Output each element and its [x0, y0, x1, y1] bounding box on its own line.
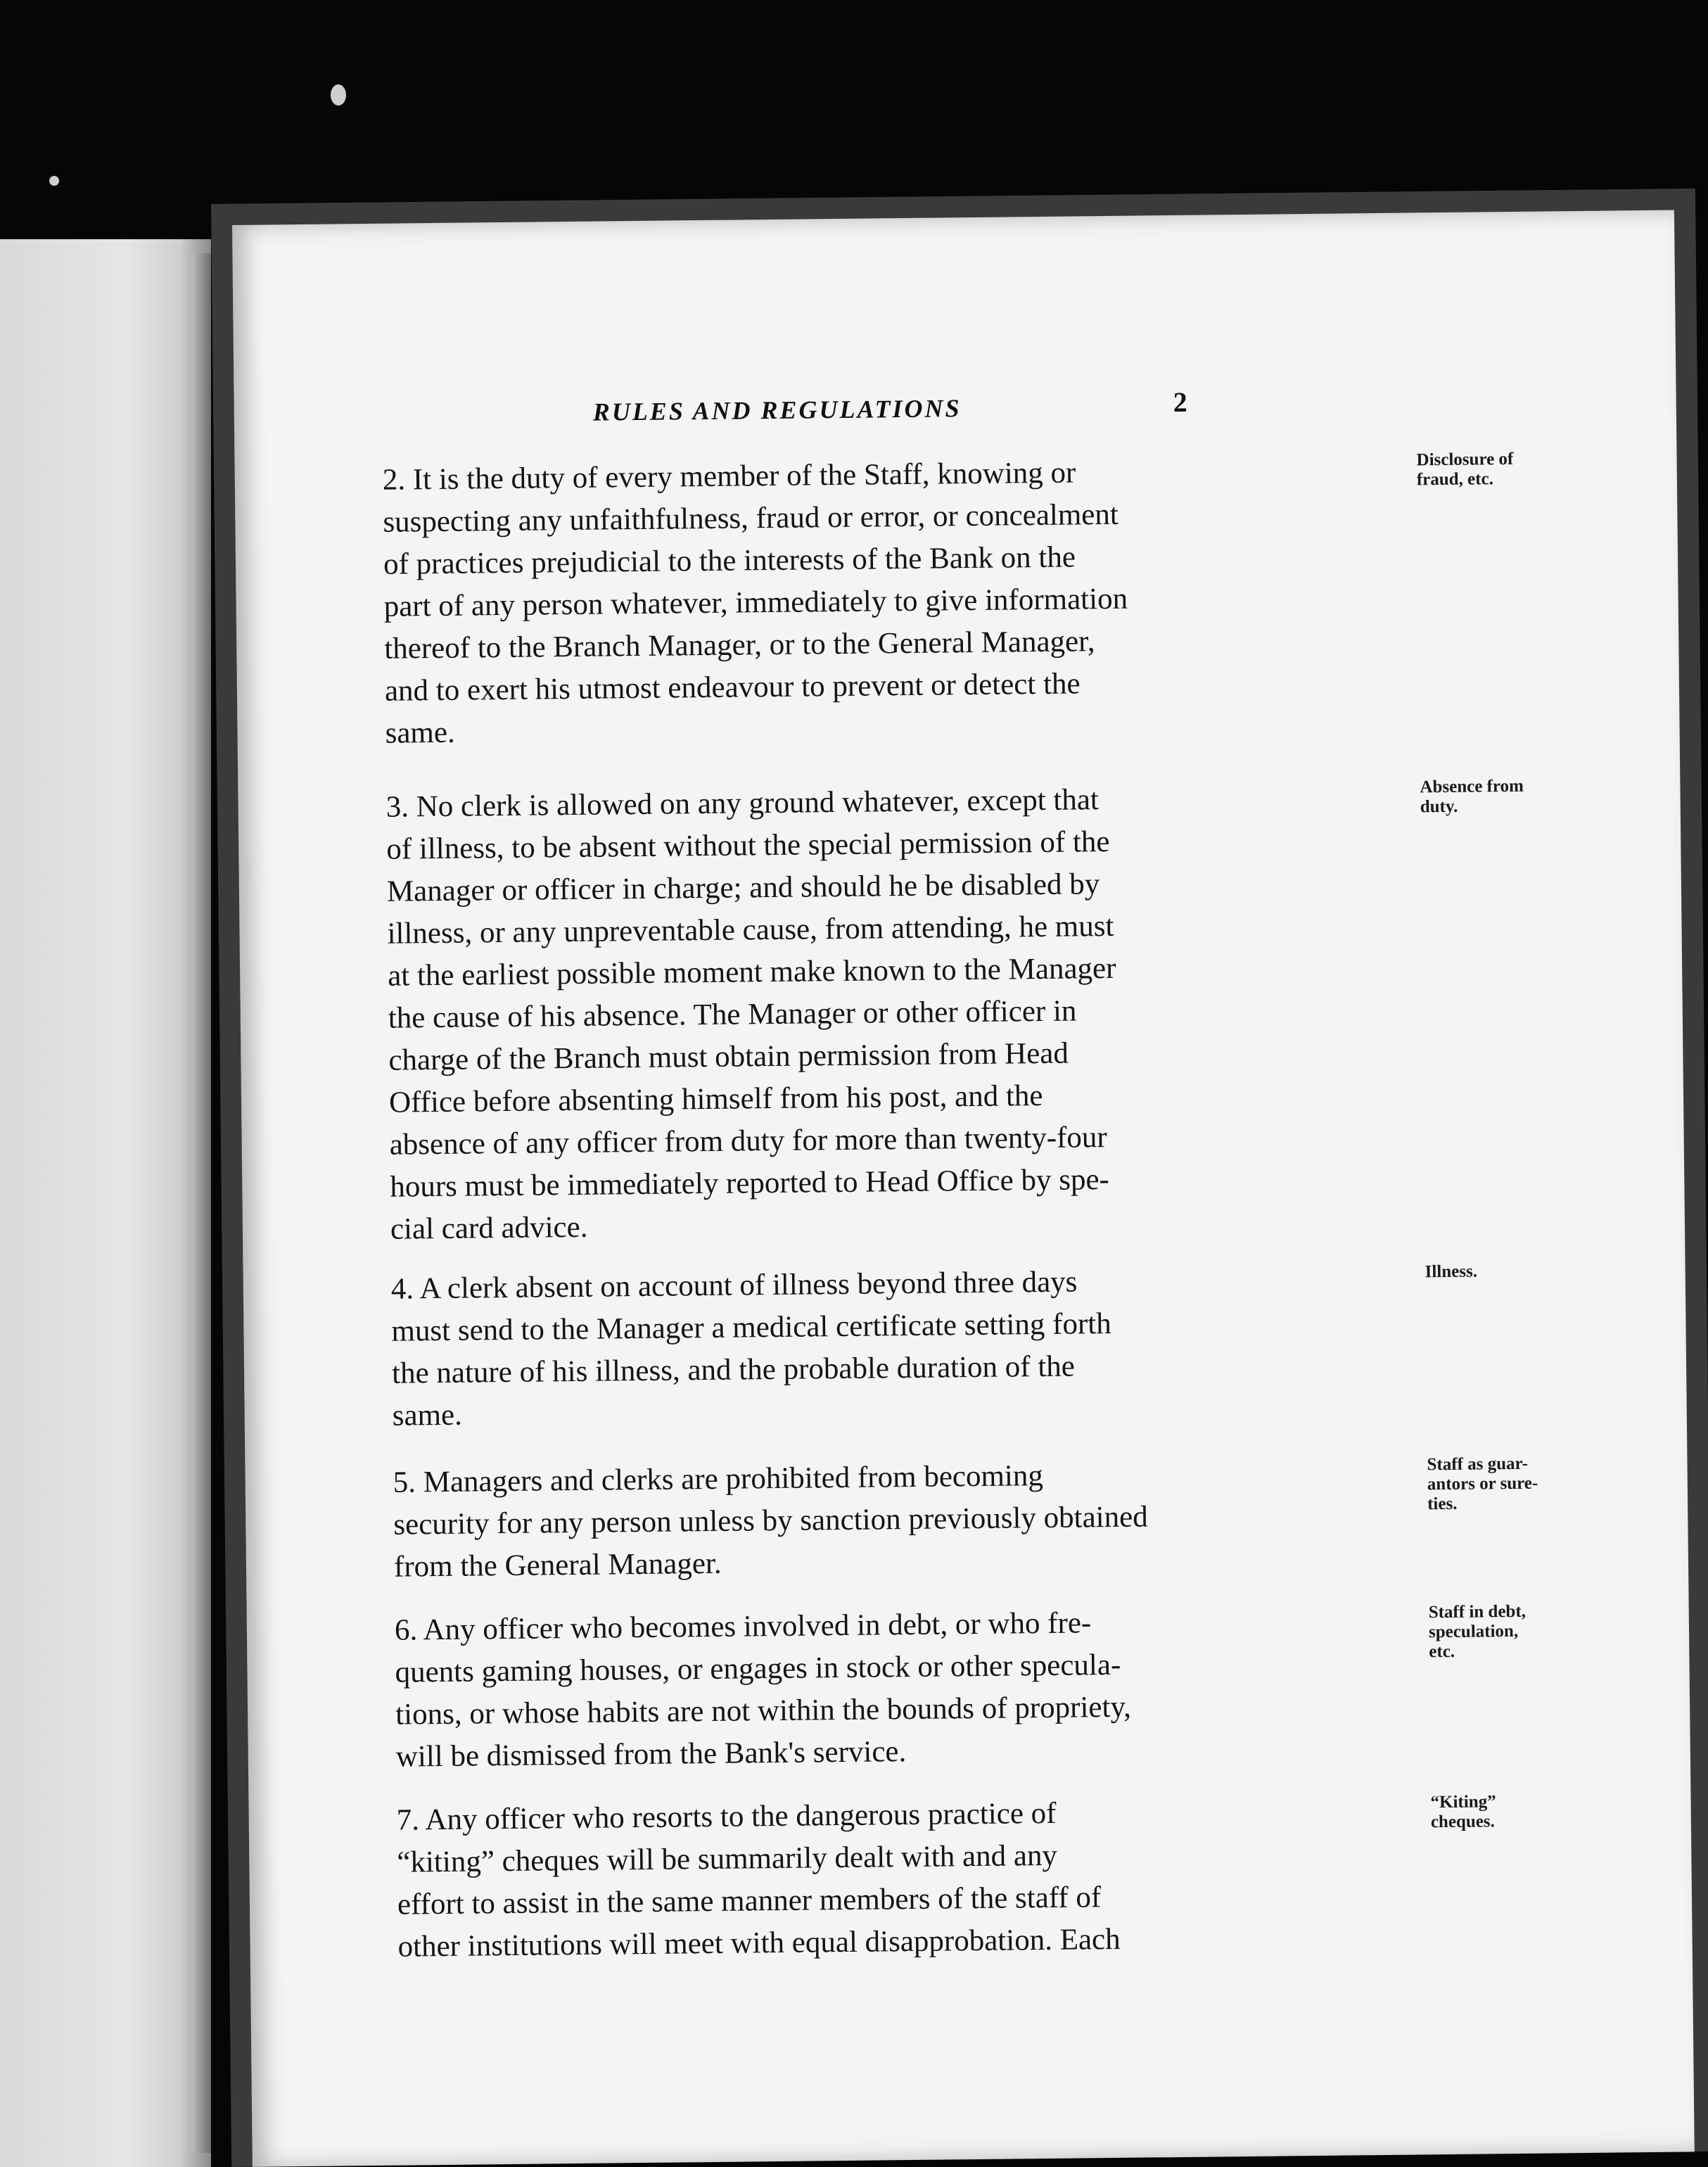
running-head: RULES AND REGULATIONS — [592, 394, 962, 426]
rule-5-margin-note: Staff as guar- antors or sure- ties. — [1427, 1454, 1538, 1514]
rule-7-margin-note: “Kiting” cheques. — [1430, 1792, 1496, 1832]
rule-2-paragraph: 2. It is the duty of every member of the Staff, knowing or suspecting any unfaithfulness, fraud or error, or concealment of practices prejudicial to the interests of the Bank on the part of any person whatever, immediately to give information thereof to the Branch Manager, or to the General Manager, and to exert his utmost endeavour to prevent or detect the same. — [382, 456, 1128, 750]
rule-6-margin-note: Staff in debt, speculation, etc. — [1428, 1601, 1527, 1662]
rule-4-paragraph: 4. A clerk absent on account of illness beyond three days must send to the Manager a medical certificate setting forth the nature of his illness, and the probable duration of the same. — [390, 1265, 1111, 1432]
dust-speck — [331, 84, 346, 106]
rule-4-margin-note: Illness. — [1425, 1262, 1478, 1282]
rule-5-paragraph: 5. Managers and clerks are prohibited from becoming security for any person unless by sanction previously obtained from the General Manager. — [393, 1459, 1148, 1584]
rule-2-margin-note: Disclosure of fraud, etc. — [1416, 449, 1514, 490]
book-gutter — [191, 253, 211, 2153]
rule-3-margin-note: Absence from duty. — [1420, 776, 1524, 817]
rule-6-paragraph: 6. Any officer who becomes involved in debt, or who fre- quents gaming houses, or engages in stock or other specula- tions, or whose habits are not within the bounds of propriety, will be dismissed from the Bank's service. — [394, 1606, 1132, 1774]
rule-3-paragraph: 3. No clerk is allowed on any ground whatever, except that of illness, to be absent without the special permission of the Manager or officer in charge; and should he be disabled by illness, or any unpreventable cause, from attending, he must at the earliest possible moment make known to the Manager the cause of his absence. The Manager or other officer in charge of the Branch must obtain permission from Head Office before absenting himself from his post, and the absence of any officer from duty for more than twenty-four hours must be immediately reported to Head Office by spe- cial card advice. — [385, 783, 1116, 1246]
page-number: 2 — [1173, 386, 1187, 419]
facing-page — [0, 239, 211, 2167]
dust-speck — [49, 176, 59, 186]
document-page — [232, 210, 1695, 2167]
rule-7-paragraph: 7. Any officer who resorts to the dangerous practice of “kiting” cheques will be summarily dealt with and any effort to assist in the same manner members of the staff of other institutions will meet with equal disapprobation. Each — [396, 1796, 1121, 1964]
